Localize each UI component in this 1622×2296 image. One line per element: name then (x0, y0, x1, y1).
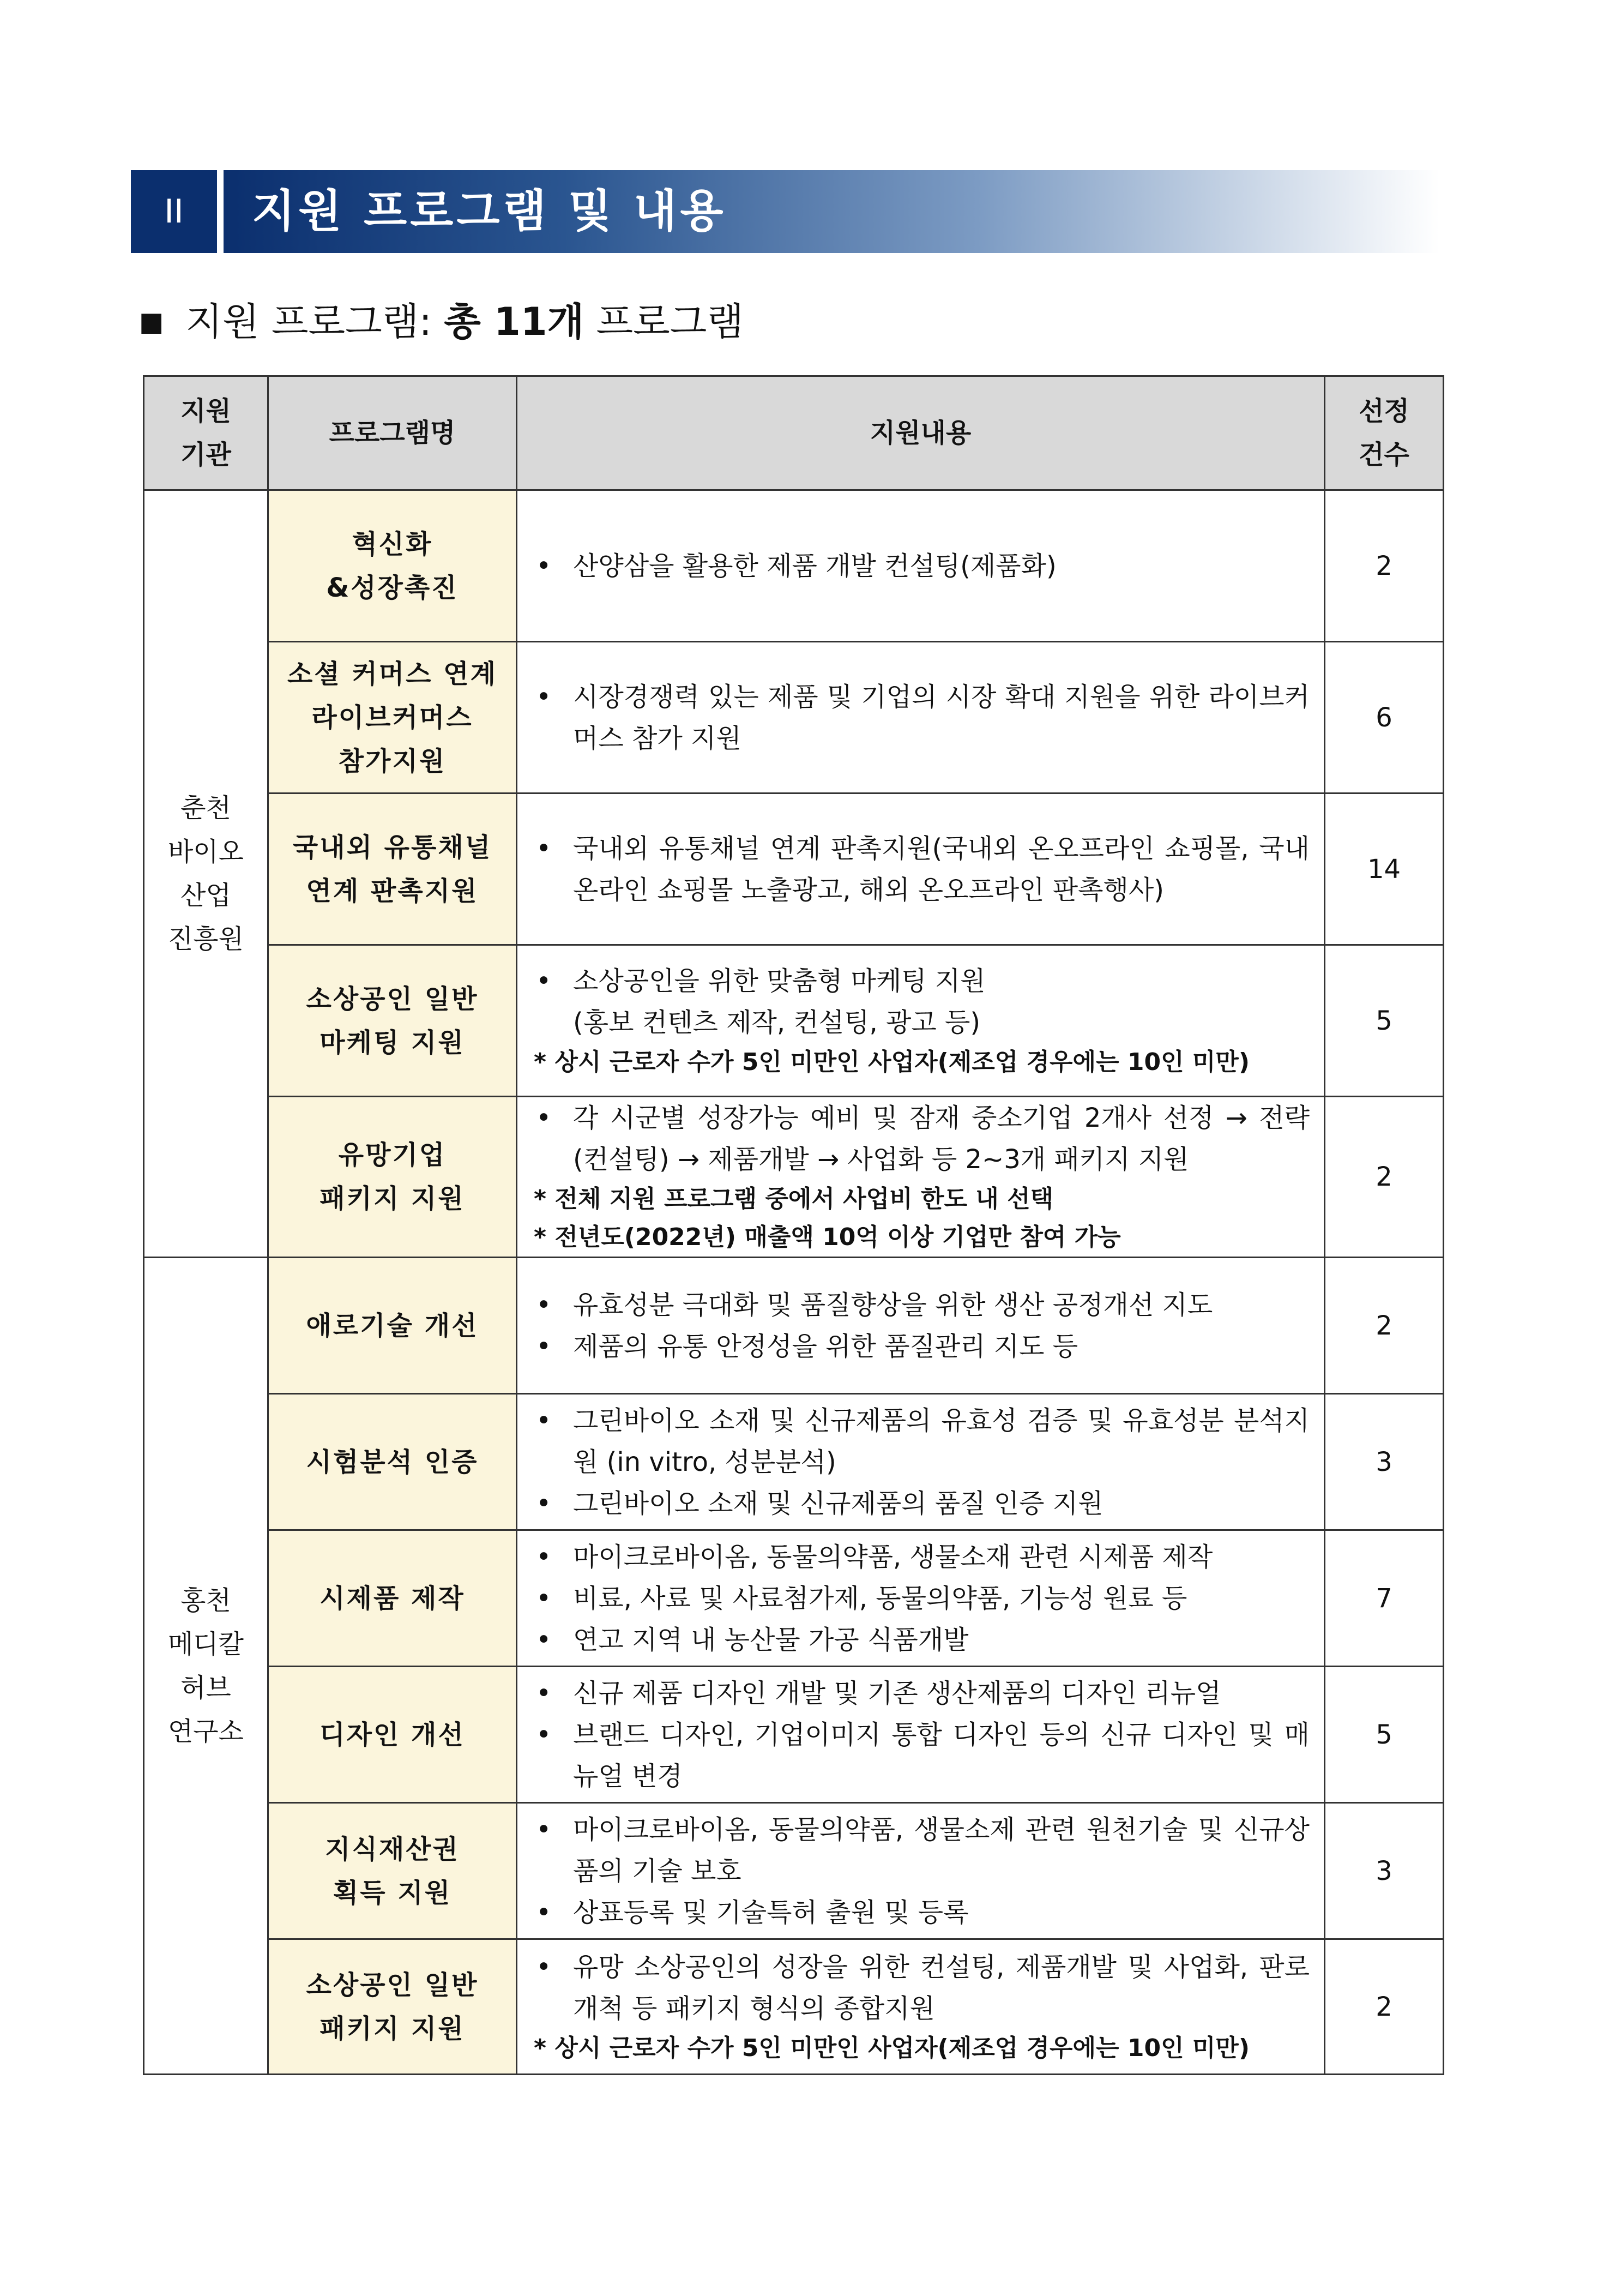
bullet-item (534, 828, 1310, 911)
bullet-dot-icon: • (536, 1103, 552, 1133)
program-content (517, 1530, 1325, 1667)
bullet-dot-icon: • (536, 1951, 552, 1982)
bullet-dot-icon: • (536, 1814, 552, 1845)
program-name: 국내외 유통채널 연계 판촉지원 (268, 794, 517, 945)
header-program: 프로그램명 (268, 376, 517, 490)
bullet-dot-icon: • (536, 833, 552, 864)
bullet-item (534, 1483, 1310, 1524)
program-name: 디자인 개선 (268, 1667, 517, 1803)
agency-cell (144, 490, 268, 1258)
selection-count: 7 (1325, 1530, 1444, 1667)
table-row (144, 1394, 1444, 1530)
agency-name: 춘천 바이오 산업 진흥원 (167, 793, 244, 954)
table-row (144, 1097, 1444, 1258)
bullet-dot-icon: • (536, 681, 552, 712)
table-row (144, 945, 1444, 1097)
selection-count: 3 (1325, 1394, 1444, 1530)
program-content (517, 490, 1325, 642)
bullet-text: 연고 지역 내 농산물 가공 식품개발 (573, 1624, 969, 1655)
bullet-text: 마이크로바이옴, 동물의약품, 생물소제 관련 원천기술 및 신규상품의 기술 보호 (573, 1814, 1310, 1886)
bullet-item (534, 1536, 1310, 1578)
program-name: 소셜 커머스 연계 라이브커머스 참가지원 (268, 642, 517, 794)
bullet-item (534, 1714, 1310, 1797)
bullet-text: 마이크로바이옴, 동물의약품, 생물소재 관련 시제품 제작 (573, 1541, 1213, 1572)
table-row (144, 642, 1444, 794)
eligibility-note: * 상시 근로자 수가 5인 미만인 사업자(제조업 경우에는 10인 미만) (534, 1048, 1250, 1076)
bullet-dot-icon: • (536, 1624, 552, 1655)
eligibility-note: * 전년도(2022년) 매출액 10억 이상 기업만 참여 가능 (534, 1223, 1121, 1251)
bullet-dot-icon: • (536, 1719, 552, 1750)
subtitle (139, 294, 744, 349)
bullet-text: 제품의 유통 안정성을 위한 품질관리 지도 등 (573, 1331, 1078, 1362)
bullet-item (534, 1946, 1310, 2029)
bullet-item (534, 1619, 1310, 1661)
selection-count: 6 (1325, 642, 1444, 794)
program-content (517, 945, 1325, 1097)
bullet-dot-icon: • (536, 965, 552, 996)
subtitle-highlight: 총 11개 (444, 299, 584, 344)
bullet-text: 상표등록 및 기술특허 출원 및 등록 (573, 1897, 969, 1928)
selection-count: 2 (1325, 1258, 1444, 1394)
table-row (144, 1939, 1444, 2075)
header-count: 선정 건수 (1325, 376, 1444, 490)
program-name: 소상공인 일반 마케팅 지원 (268, 945, 517, 1097)
program-table (143, 375, 1444, 2075)
bullet-item (534, 1097, 1310, 1180)
subtitle-suffix: 프로그램 (596, 299, 744, 344)
eligibility-note: * 전체 지원 프로그램 중에서 사업비 한도 내 선택 (534, 1185, 1054, 1213)
table-row (144, 794, 1444, 945)
agency-cell (144, 1258, 268, 2075)
bullet-text: 그린바이오 소재 및 신규제품의 품질 인증 지원 (573, 1488, 1104, 1519)
table-header-row (144, 376, 1444, 490)
table-row (144, 1530, 1444, 1667)
program-name: 소상공인 일반 패키지 지원 (268, 1939, 517, 2075)
section-header (131, 170, 1439, 253)
section-title-bar (224, 170, 1439, 253)
bullet-text: 신규 제품 디자인 개발 및 기존 생산제품의 디자인 리뉴얼 (573, 1678, 1221, 1709)
bullet-item (534, 1809, 1310, 1892)
bullet-item (534, 960, 1310, 1002)
bullet-text: 각 시군별 성장가능 예비 및 잠재 중소기업 2개사 선정 → 전략(컨설팅) → 제품개발 → 사업화 등 2~3개 패키지 지원 (573, 1103, 1310, 1175)
bullet-item (534, 1578, 1310, 1619)
subtitle-prefix: 지원 프로그램: (185, 299, 432, 344)
eligibility-note: * 상시 근로자 수가 5인 미만인 사업자(제조업 경우에는 10인 미만) (534, 2034, 1250, 2062)
bullet-dot-icon: • (536, 1583, 552, 1614)
bullet-text: 유망 소상공인의 성장을 위한 컨설팅, 제품개발 및 사업화, 판로 개척 등 패키지 형식의 종합지원 (573, 1951, 1310, 2024)
program-content (517, 794, 1325, 945)
bullet-text: 국내외 유통채널 연계 판촉지원(국내외 온오프라인 쇼핑몰, 국내 온라인 쇼핑몰 노출광고, 해외 온오프라인 판촉행사) (573, 833, 1310, 905)
table-row (144, 490, 1444, 642)
table-row (144, 1803, 1444, 1939)
program-name: 유망기업 패키지 지원 (268, 1097, 517, 1258)
bullet-text: 소상공인을 위한 맞춤형 마케팅 지원 (573, 965, 986, 996)
bullet-item (534, 1673, 1310, 1714)
program-name: 시험분석 인증 (268, 1394, 517, 1530)
program-name: 혁신화 &성장촉진 (268, 490, 517, 642)
table-row (144, 1667, 1444, 1803)
agency-name: 홍천 메디칼 허브 연구소 (167, 1585, 244, 1747)
bullet-dot-icon: • (536, 1488, 552, 1519)
bullet-item (534, 545, 1310, 587)
program-content (517, 1097, 1325, 1258)
program-name: 애로기술 개선 (268, 1258, 517, 1394)
bullet-dot-icon: • (536, 1331, 552, 1362)
bullet-dot-icon: • (536, 1289, 552, 1320)
bullet-text: 산양삼을 활용한 제품 개발 컨설팅(제품화) (573, 550, 1057, 581)
bullet-dot-icon: • (536, 550, 552, 581)
bullet-continuation: (홍보 컨텐츠 제작, 컨설팅, 광고 등) (573, 1007, 981, 1038)
program-content (517, 642, 1325, 794)
square-bullet-icon: ■ (139, 306, 164, 337)
program-content (517, 1803, 1325, 1939)
bullet-item (534, 1892, 1310, 1933)
selection-count: 2 (1325, 1939, 1444, 2075)
bullet-text: 유효성분 극대화 및 품질향상을 위한 생산 공정개선 지도 (573, 1289, 1213, 1320)
program-content (517, 1258, 1325, 1394)
program-name: 시제품 제작 (268, 1530, 517, 1667)
program-content (517, 1667, 1325, 1803)
bullet-dot-icon: • (536, 1678, 552, 1709)
selection-count: 14 (1325, 794, 1444, 945)
program-name: 지식재산권 획득 지원 (268, 1803, 517, 1939)
program-content (517, 1939, 1325, 2075)
table-row (144, 1258, 1444, 1394)
section-title: 지원 프로그램 및 내용 (252, 185, 727, 237)
bullet-item (534, 1284, 1310, 1326)
selection-count: 2 (1325, 1097, 1444, 1258)
bullet-item (534, 1400, 1310, 1483)
header-agency: 지원 기관 (144, 376, 268, 490)
program-content (517, 1394, 1325, 1530)
selection-count: 5 (1325, 1667, 1444, 1803)
bullet-dot-icon: • (536, 1541, 552, 1572)
bullet-text: 그린바이오 소재 및 신규제품의 유효성 검증 및 유효성분 분석지원 (in vitro, 성분분석) (573, 1405, 1310, 1477)
bullet-dot-icon: • (536, 1897, 552, 1928)
bullet-text: 시장경쟁력 있는 제품 및 기업의 시장 확대 지원을 위한 라이브커머스 참가 지원 (573, 681, 1310, 754)
bullet-item (534, 1326, 1310, 1367)
selection-count: 2 (1325, 490, 1444, 642)
header-content: 지원내용 (517, 376, 1325, 490)
section-number: II (131, 170, 217, 253)
selection-count: 5 (1325, 945, 1444, 1097)
selection-count: 3 (1325, 1803, 1444, 1939)
bullet-item (534, 676, 1310, 759)
bullet-text: 브랜드 디자인, 기업이미지 통합 디자인 등의 신규 디자인 및 매뉴얼 변경 (573, 1719, 1310, 1792)
bullet-text: 비료, 사료 및 사료첨가제, 동물의약품, 기능성 원료 등 (573, 1583, 1187, 1614)
bullet-dot-icon: • (536, 1405, 552, 1436)
